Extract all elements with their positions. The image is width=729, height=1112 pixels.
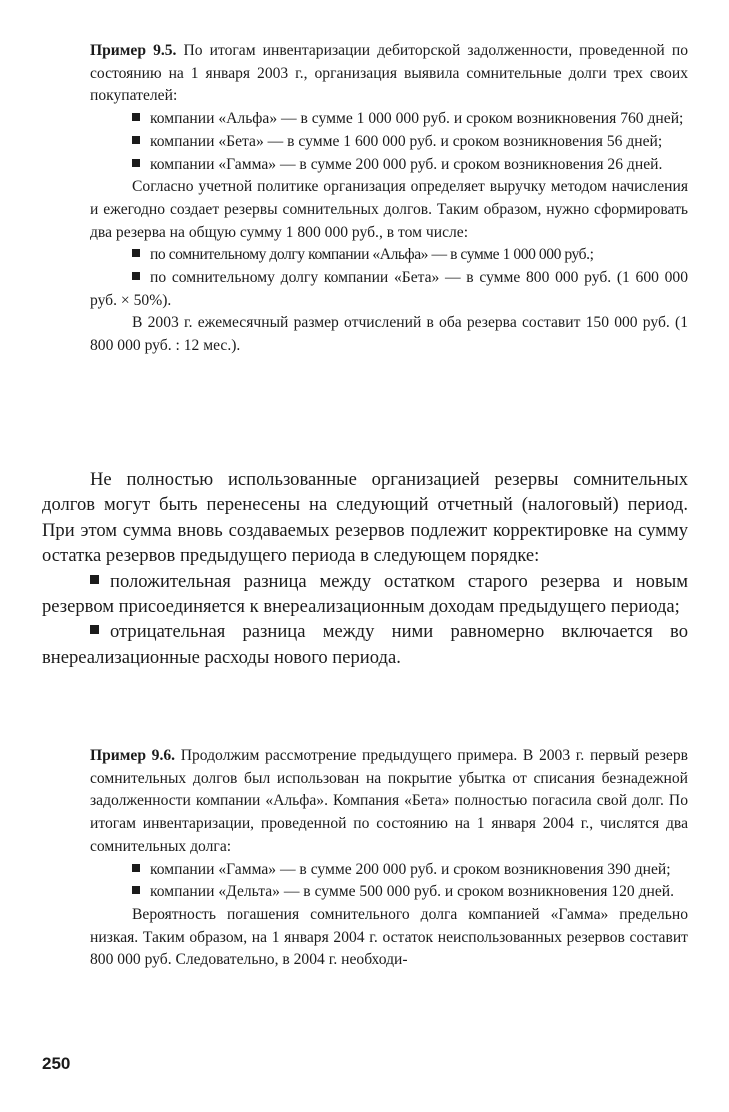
bullet-square-icon — [90, 575, 99, 584]
bullet-square-icon — [132, 113, 140, 121]
example-9-5 — [90, 40, 688, 358]
bullet-square-icon — [132, 272, 140, 280]
list-item: отрицательная разница между ними равномерно включается во внереализационные расходы нового периода. — [42, 621, 688, 668]
paragraph: Согласно учетной политике организация определяет выручку методом начисления и ежегодно создает резервы сомнительных долгов. Таким образом, нужно сформировать два резерва на общую сумму 1 800 000 руб., в том числе: — [90, 178, 688, 241]
bullet-square-icon — [132, 249, 140, 257]
list-item: положительная разница между остатком старого резерва и новым резервом присоединяется к внереализационным доходам предыдущего периода; — [42, 570, 688, 618]
bullet-square-icon — [132, 136, 140, 144]
example-label: Пример 9.6. — [90, 747, 176, 764]
page-number: 250 — [42, 1054, 71, 1073]
list-item: компании «Бета» — в сумме 1 600 000 руб. и сроком возникновения 56 дней; — [90, 131, 688, 154]
paragraph: В 2003 г. ежемесячный размер отчислений в оба резерва составит 150 000 руб. (1 800 000 руб. : 12 мес.). — [90, 314, 688, 355]
list-item: компании «Дельта» — в сумме 500 000 руб. и сроком возникновения 120 дней. — [90, 881, 688, 904]
paragraph: Не полностью использованные организацией резервы сомнительных долгов могут быть перенесены на следующий отчетный (налоговый) период. При этом сумма вновь создаваемых резервов подлежит корректировке на сумму остатка резервов предыдущего периода в следующем порядке: — [42, 469, 688, 567]
paragraph: Вероятность погашения сомнительного долга компанией «Гамма» предельно низкая. Таким образом, на 1 января 2004 г. остаток неиспользованных резервов составит 800 000 руб. Следовательно, в 2004 г. необходи- — [90, 905, 688, 969]
bullet-square-icon — [132, 886, 140, 894]
bullet-square-icon — [90, 625, 99, 634]
list-item: по сомнительному долгу компании «Альфа» — в сумме 1 000 000 руб.; — [90, 244, 688, 267]
main-text — [42, 467, 688, 670]
example-intro: Пример 9.5. По итогам инвентаризации дебиторской задолженности, проведенной по состоянию на 1 января 2003 г., организация выявила сомнительные долги трех своих покупателей: — [90, 42, 688, 105]
example-9-6 — [90, 745, 688, 972]
list-item: компании «Гамма» — в сумме 200 000 руб. и сроком возникновения 390 дней; — [90, 859, 688, 882]
list-item: компании «Альфа» — в сумме 1 000 000 руб. и сроком возникновения 760 дней; — [90, 108, 688, 131]
list-item: компании «Гамма» — в сумме 200 000 руб. и сроком возникновения 26 дней. — [90, 154, 688, 177]
bullet-square-icon — [132, 159, 140, 167]
bullet-square-icon — [132, 864, 140, 872]
list-item: по сомнительному долгу компании «Бета» — в сумме 800 000 руб. (1 600 000 руб. × 50%). — [90, 269, 688, 309]
example-label: Пример 9.5. — [90, 42, 177, 59]
example-intro: Пример 9.6. Продолжим рассмотрение предыдущего примера. В 2003 г. первый резерв сомнительных долгов был использован на покрытие убытка от списания безнадежной задолженности компании «Альфа». Компания «Бета» полностью погасила свой долг. По итогам инвентаризации, проведенной по состоянию на 1 января 2004 г., числятся два сомнительных долга: — [90, 747, 688, 855]
